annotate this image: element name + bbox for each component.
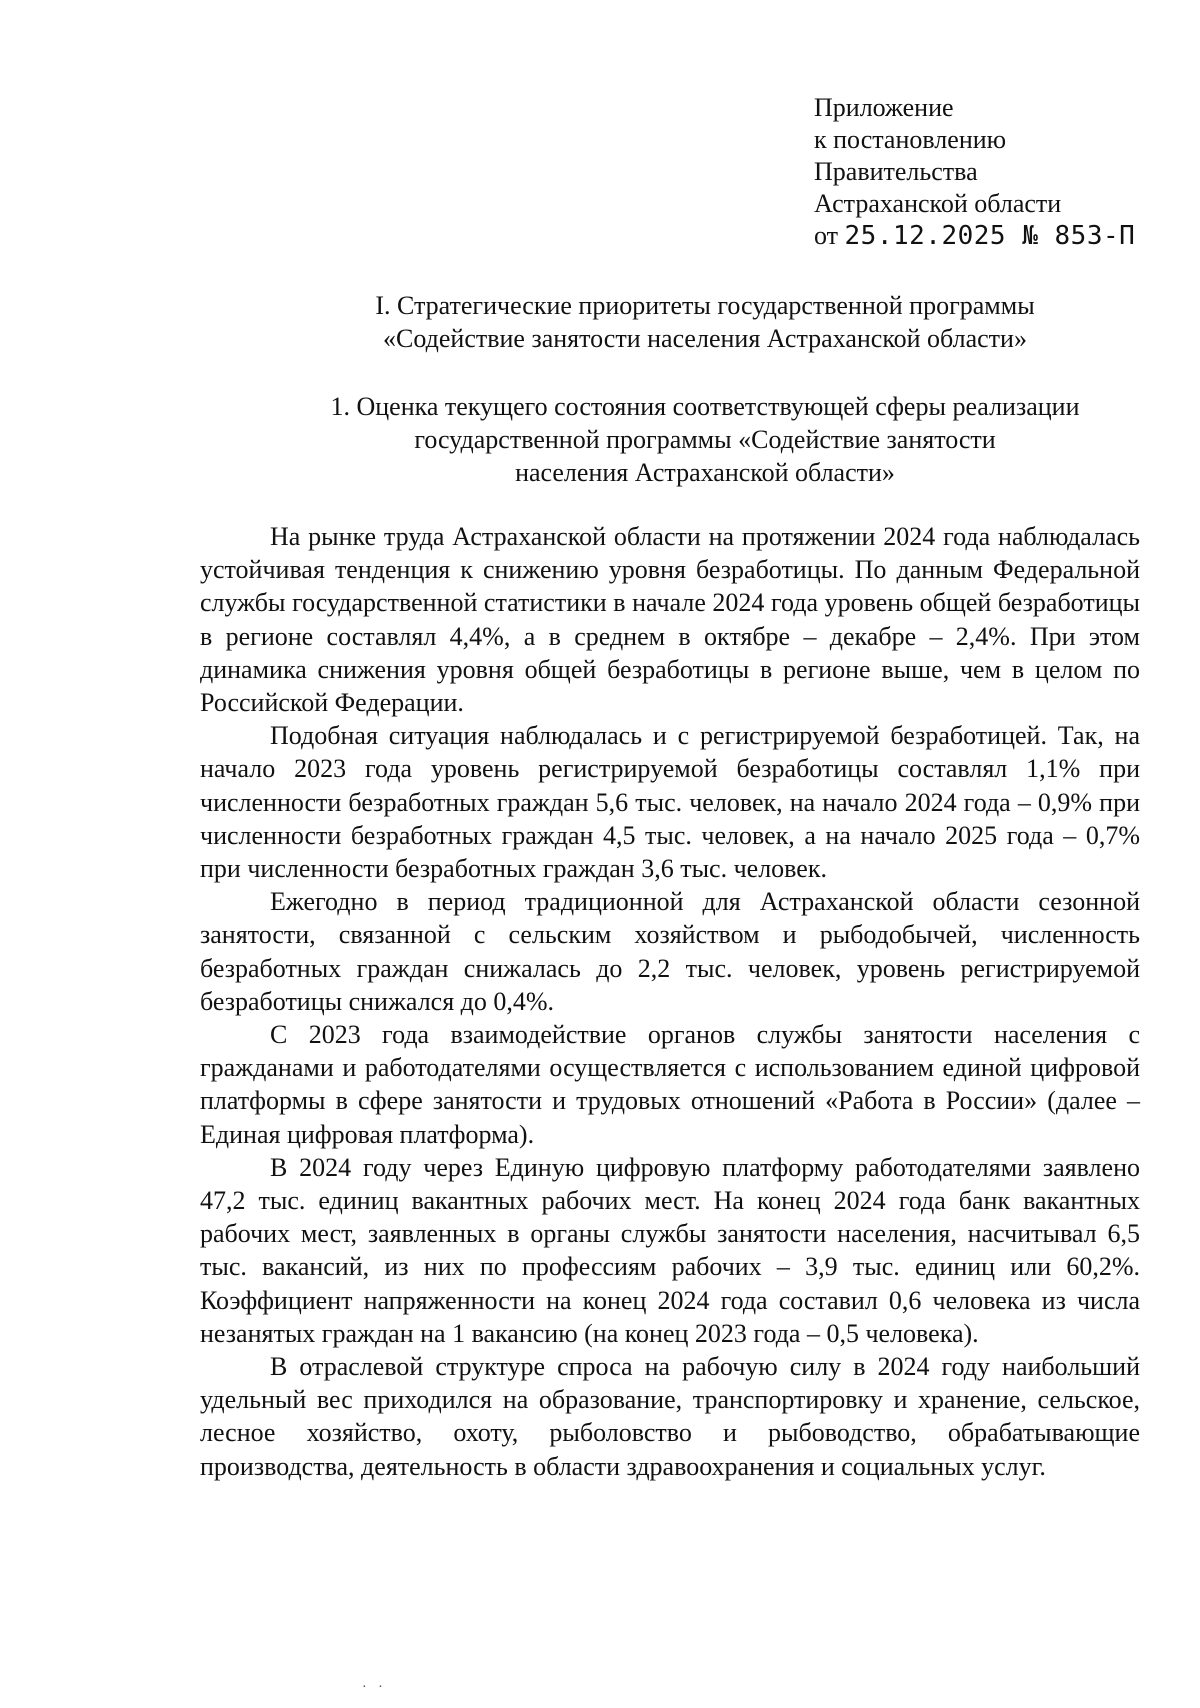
subsection-title-line-1: 1. Оценка текущего состояния соответствующей сферы реализации: [330, 392, 1080, 421]
decree-stamp: 25.12.2025 № 853-П: [844, 221, 1136, 251]
appendix-block: [814, 92, 1135, 252]
decree-prefix: от: [814, 221, 839, 250]
paragraph-unemployment-trend: На рынке труда Астраханской области на протяжении 2024 года наблюдалась устойчивая тенденция к снижению уровня безработицы. По данным Федеральной службы государственной статистики в начале 2024 года уровень общей безработицы в регионе составлял 4,4%, а в среднем в октябре – декабре – 2,4%. При этом динамика снижения уровня общей безработицы в регионе выше, чем в целом по Российской Федерации.: [200, 522, 1140, 718]
appendix-title: Приложение: [814, 93, 954, 122]
decree-date-number: [814, 220, 1135, 252]
body-text: [200, 520, 1140, 1483]
appendix-region: Астраханской области: [814, 189, 1062, 218]
appendix-reference: к постановлению: [814, 125, 1007, 154]
scan-dot-mark: · ·: [362, 1680, 387, 1695]
subsection-title: [280, 390, 1130, 489]
section-title: [290, 289, 1120, 355]
section-title-line-1: I. Стратегические приоритеты государственной программы: [375, 291, 1035, 320]
section-title-line-2: «Содействие занятости населения Астраханской области»: [383, 324, 1027, 353]
paragraph-sector-demand: В отраслевой структуре спроса на рабочую силу в 2024 году наибольший удельный вес приходился на образование, транспортировку и хранение, сельское, лесное хозяйство, охоту, рыболовство и рыбоводство, обрабатывающие производства, деятельность в области здравоохранения и социальных услуг.: [200, 1352, 1140, 1481]
paragraph-registered-unemployment: Подобная ситуация наблюдалась и с регистрируемой безработицей. Так, на начало 2023 года уровень регистрируемой безработицы составлял 1,1% при численности безработных граждан 5,6 тыс. человек, на начало 2024 года – 0,9% при численности безработных граждан 4,5 тыс. человек, а на начало 2025 года – 0,7% при численности безработных граждан 3,6 тыс. человек.: [200, 721, 1140, 884]
subsection-title-line-3: населения Астраханской области»: [515, 458, 895, 487]
paragraph-digital-platform: С 2023 года взаимодействие органов службы занятости населения с гражданами и работодателями осуществляется с использованием единой цифровой платформы в сфере занятости и трудовых отношений «Работа в России» (далее – Единая цифровая платформа).: [200, 1020, 1140, 1149]
subsection-title-line-2: государственной программы «Содействие занятости: [414, 425, 996, 454]
paragraph-seasonal-employment: Ежегодно в период традиционной для Астраханской области сезонной занятости, связанной с сельским хозяйством и рыбодобычей, численность безработных граждан снижалась до 2,2 тыс. человек, уровень регистрируемой безработицы снижался до 0,4%.: [200, 887, 1140, 1016]
appendix-issuer: Правительства: [814, 157, 978, 186]
paragraph-vacancies: В 2024 году через Единую цифровую платформу работодателями заявлено 47,2 тыс. единиц вакантных рабочих мест. На конец 2024 года банк вакантных рабочих мест, заявленных в органы службы занятости населения, насчитывал 6,5 тыс. вакансий, из них по профессиям рабочих – 3,9 тыс. единиц или 60,2%. Коэффициент напряженности на конец 2024 года составил 0,6 человека из числа незанятых граждан на 1 вакансию (на конец 2023 года – 0,5 человека).: [200, 1152, 1140, 1348]
